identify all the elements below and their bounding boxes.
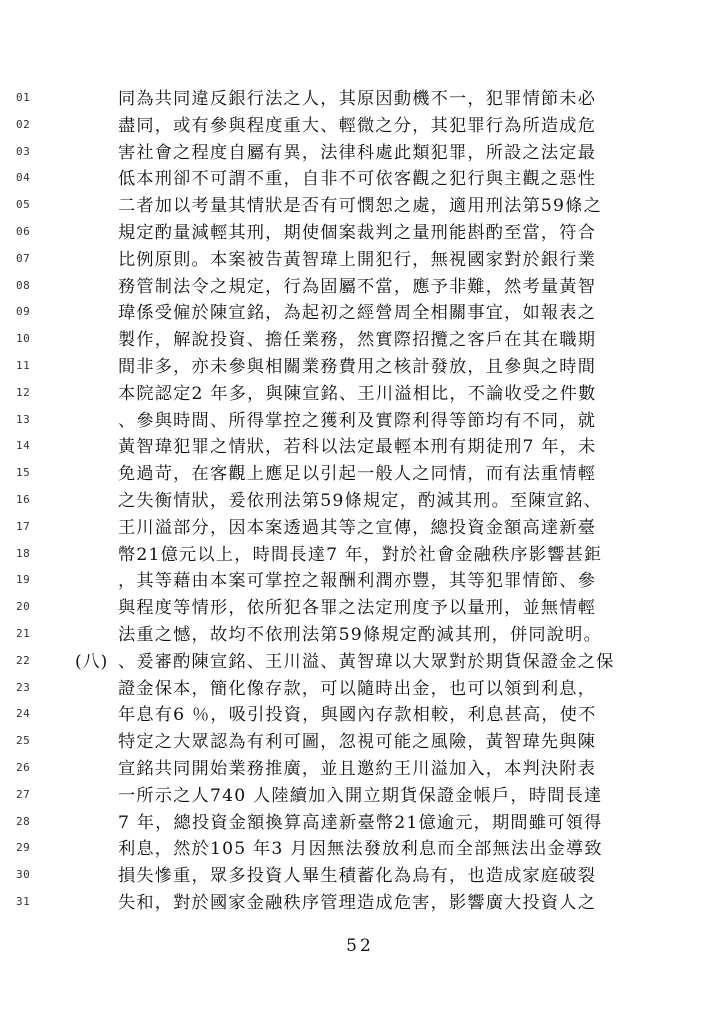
line-text: 黃智瑋犯罪之情狀，若科以法定最輕本刑有期徒刑7 年，未	[118, 437, 597, 458]
line-text: 、爰審酌陳宣銘、王川溢、黃智瑋以大眾對於期貨保證金之保	[118, 651, 615, 672]
line-number: 02	[16, 117, 31, 131]
line-number: 09	[16, 305, 31, 319]
line-number: 28	[16, 814, 31, 828]
line-number: 21	[16, 626, 31, 640]
line-text: 二者加以考量其情狀是否有可憫恕之處，適用刑法第59條之	[118, 196, 602, 217]
document-line	[0, 651, 720, 678]
document-line	[0, 758, 720, 785]
line-text: 瑋係受僱於陳宣銘，為起初之經營周全相關事宜，如報表之	[118, 303, 597, 324]
numbered-line-list	[0, 88, 720, 919]
document-line	[0, 731, 720, 758]
line-number: 27	[16, 787, 31, 801]
document-line	[0, 410, 720, 437]
line-number: 01	[16, 91, 31, 104]
section-marker: (八)	[75, 651, 109, 672]
document-line	[0, 597, 720, 624]
line-text: 比例原則。本案被告黃智瑋上開犯行，無視國家對於銀行業	[118, 249, 597, 270]
line-text: 製作，解說投資、擔任業務，然實際招攬之客戶在其在職期	[118, 330, 597, 351]
line-text: 間非多，亦未參與相關業務費用之核計發放，且參與之時間	[118, 356, 597, 377]
line-text: 一所示之人740 人陸續加入開立期貨保證金帳戶，時間長達	[118, 785, 603, 806]
line-number: 23	[16, 680, 31, 694]
document-line	[0, 383, 720, 410]
line-text: 與程度等情形，依所犯各罪之法定刑度予以量刑，並無情輕	[118, 598, 597, 619]
document-line	[0, 168, 720, 195]
line-text: 、參與時間、所得掌控之獲利及實際利得等節均有不同，就	[118, 410, 597, 431]
line-number: 17	[16, 519, 31, 533]
line-number: 22	[16, 653, 31, 667]
line-text: 損失慘重，眾多投資人畢生積蓄化為烏有，也造成家庭破裂	[118, 866, 597, 887]
line-text: 盡同，或有參與程度重大、輕微之分，其犯罪行為所造成危	[118, 115, 597, 136]
document-line	[0, 678, 720, 705]
line-text: 規定酌量減輕其刑，期使個案裁判之量刑能斟酌至當，符合	[118, 222, 597, 243]
line-number: 16	[16, 492, 31, 506]
line-text: 特定之大眾認為有利可圖，忽視可能之風險，黃智瑋先與陳	[118, 732, 597, 753]
line-text: 宣銘共同開始業務推廣，並且邀約王川溢加入，本判決附表	[118, 758, 597, 779]
line-number: 15	[16, 466, 31, 480]
document-line	[0, 544, 720, 571]
document-line	[0, 276, 720, 303]
document-line	[0, 838, 720, 865]
document-line	[0, 624, 720, 651]
line-number: 03	[16, 144, 31, 158]
document-line	[0, 115, 720, 142]
line-number: 29	[16, 841, 31, 855]
line-number: 05	[16, 198, 31, 212]
line-number: 31	[16, 894, 31, 908]
line-text: ，其等藉由本案可掌控之報酬利潤亦豐，其等犯罪情節、參	[118, 571, 597, 592]
line-text: 幣21億元以上，時間長達7 年，對於社會金融秩序影響甚鉅	[118, 544, 603, 565]
line-text: 同為共同違反銀行法之人，其原因動機不一，犯罪情節未必	[118, 89, 597, 109]
line-text: 利息，然於105 年3 月因無法發放利息而全部無法出金導致	[118, 839, 603, 860]
document-line	[0, 865, 720, 892]
line-number: 12	[16, 385, 31, 399]
line-number: 19	[16, 573, 31, 587]
document-line	[0, 302, 720, 329]
document-line	[0, 490, 720, 517]
line-number: 20	[16, 600, 31, 614]
line-text: 7 年，總投資金額換算高達新臺幣21億逾元，期間雖可領得	[118, 812, 603, 833]
line-number: 25	[16, 734, 31, 748]
line-number: 24	[16, 707, 31, 721]
document-line	[0, 329, 720, 356]
line-number: 30	[16, 868, 31, 882]
document-line	[0, 704, 720, 731]
line-text: 失和，對於國家金融秩序管理造成危害，影響廣大投資人之	[118, 892, 597, 913]
line-number: 10	[16, 332, 31, 346]
document-line	[0, 195, 720, 222]
line-text: 法重之憾，故均不依刑法第59條規定酌減其刑，併同說明。	[118, 624, 602, 645]
document-line	[0, 436, 720, 463]
document-line	[0, 892, 720, 919]
line-number: 14	[16, 439, 31, 453]
line-number: 18	[16, 546, 31, 560]
line-number: 04	[16, 171, 31, 185]
document-line	[0, 356, 720, 383]
line-text: 害社會之程度自屬有異，法律科處此類犯罪，所設之法定最	[118, 142, 597, 163]
document-line	[0, 570, 720, 597]
document-line	[0, 517, 720, 544]
line-text: 之失衡情狀，爰依刑法第59條規定，酌減其刑。至陳宣銘、	[118, 490, 602, 511]
document-line	[0, 463, 720, 490]
line-text: 年息有6 ％，吸引投資，與國內存款相較，利息甚高，使不	[118, 705, 597, 726]
document-line	[0, 88, 720, 115]
document-line	[0, 222, 720, 249]
document-line	[0, 249, 720, 276]
line-text: 低本刑卻不可謂不重，自非不可依客觀之犯行與主觀之惡性	[118, 169, 597, 190]
line-number: 26	[16, 760, 31, 774]
line-number: 06	[16, 224, 31, 238]
line-number: 08	[16, 278, 31, 292]
document-line	[0, 785, 720, 812]
document-line	[0, 142, 720, 169]
line-text: 證金保本，簡化像存款，可以隨時出金，也可以領到利息，	[118, 678, 597, 699]
line-text: 本院認定2 年多，與陳宣銘、王川溢相比，不論收受之件數	[118, 383, 597, 404]
line-text: 王川溢部分，因本案透過其等之宣傳，總投資金額高達新臺	[118, 517, 597, 538]
document-line	[0, 812, 720, 839]
line-text: 務管制法令之規定，行為固屬不當，應予非難，然考量黃智	[118, 276, 597, 297]
page-number: 52	[346, 936, 374, 956]
line-number: 11	[16, 358, 31, 372]
line-number: 13	[16, 412, 31, 426]
line-text: 免過苛，在客觀上應足以引起一般人之同情，而有法重情輕	[118, 464, 597, 485]
line-number: 07	[16, 251, 31, 265]
